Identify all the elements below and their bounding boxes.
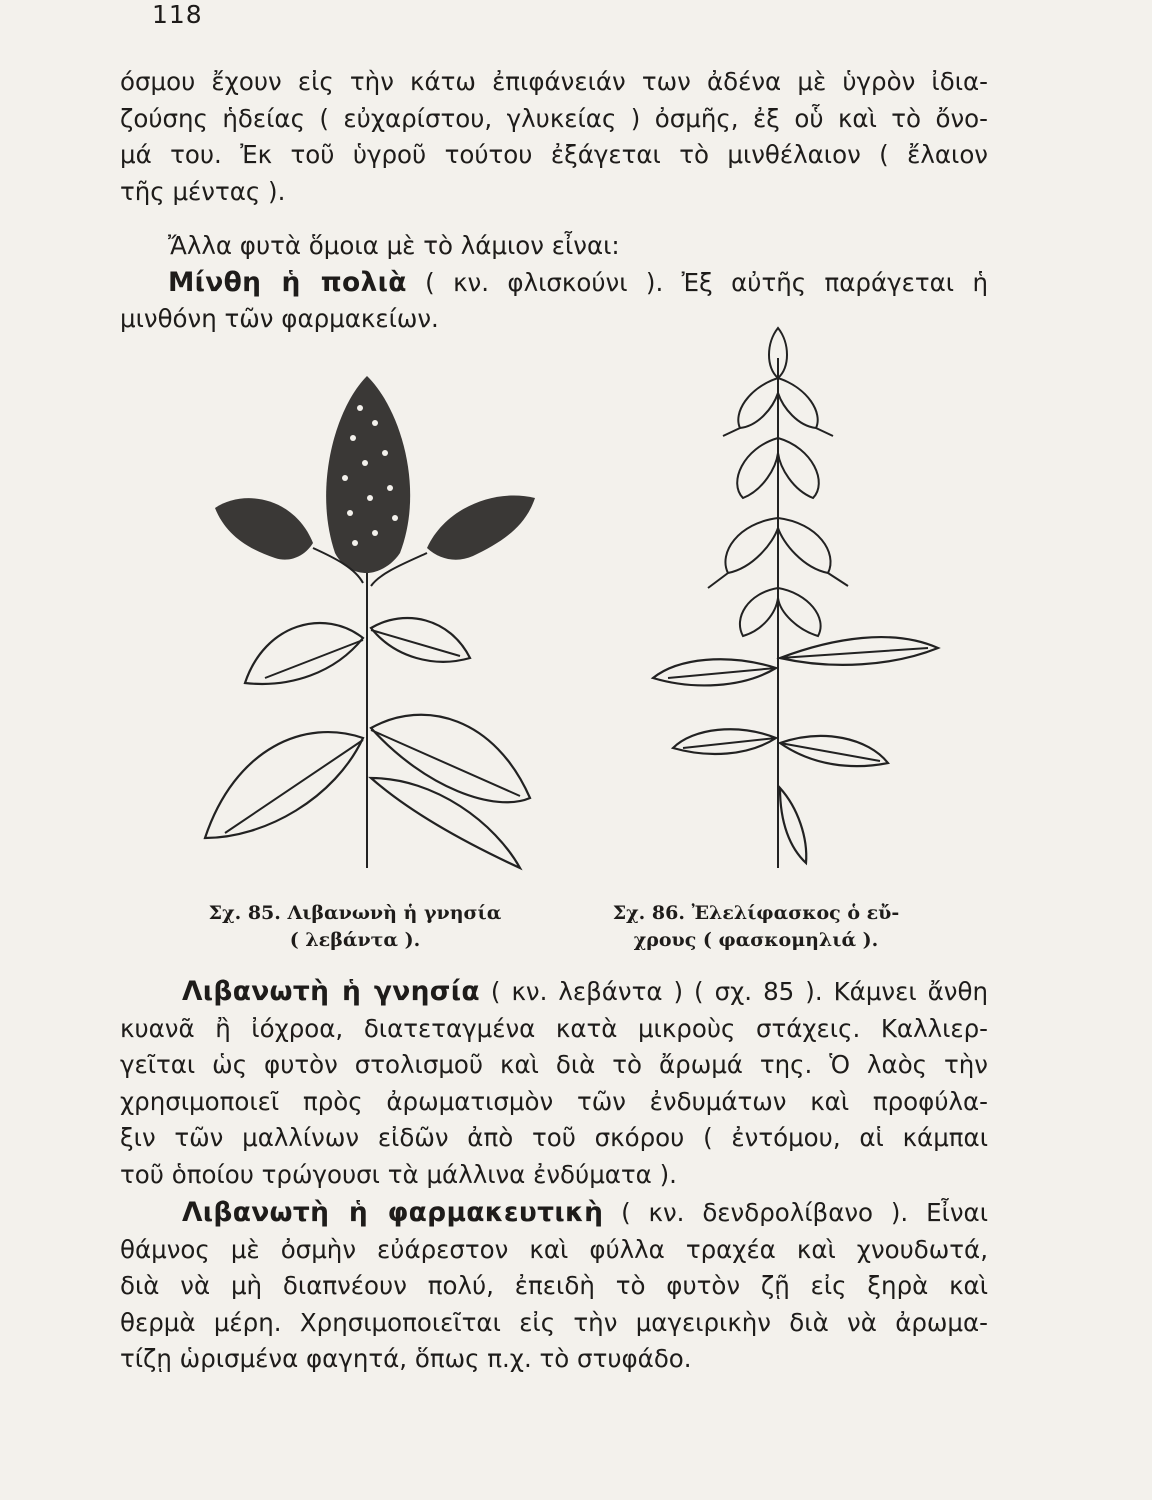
plant-term: Λιβανωτὴ ἡ φαρμακευτικὴ: [182, 1197, 604, 1228]
text-line: θερμὰ μέρη. Χρησιμοποιεῖται εἰς τὴν μαγειρικὴν διὰ νὰ ἀρωμα-: [120, 1307, 988, 1337]
caption-line: ( λεβάντα ).: [289, 929, 421, 951]
text-line: μινθόνη τῶν φαρμακείων.: [120, 304, 439, 333]
text-line: τοῦ ὁποίου τρώγουσι τὰ μάλλινα ἐνδύματα ).: [120, 1159, 677, 1189]
page-number: 118: [152, 0, 203, 29]
text-line: [120, 974, 988, 1011]
text-fragment: ( κν. φλισκούνι ). Ἐξ αὐτῆς παράγεται ἡ: [425, 267, 988, 297]
text-line: [120, 1195, 988, 1232]
text-line: κυανᾶ ἢ ἰόχροα, διατεταγμένα κατὰ μικροὺς στάχεις. Καλλιερ-: [120, 1013, 988, 1043]
text-line: τῆς μέντας ).: [120, 176, 286, 206]
plant-term: Μίνθη ἡ πολιὰ: [168, 266, 407, 298]
figure-85-caption: [205, 900, 505, 954]
text-line: γεῖται ὡς φυτὸν στολισμοῦ καὶ διὰ τὸ ἄρωμά της. Ὁ λαὸς τὴν: [120, 1050, 988, 1079]
caption-line: Σχ. 86. Ἐλελίφασκος ὁ εὔ-: [612, 902, 900, 924]
caption-line: Σχ. 85. Λιβανωνὴ ἡ γνησία: [208, 902, 502, 924]
text-line: χρησιμοποιεῖ πρὸς ἀρωματισμὸν τῶν ἐνδυμάτων καὶ προφύλα-: [120, 1086, 988, 1116]
lavender-paragraph: [120, 974, 988, 1193]
intro-paragraph: [120, 64, 988, 210]
caption-line: χρους ( φασκομηλιά ).: [633, 929, 879, 951]
text-line: [120, 265, 988, 302]
text-line: όσμου ἔχουν εἰς τὴν κάτω ἐπιφάνειάν των ἀδένα μὲ ὑγρὸν ἰδια-: [120, 67, 988, 96]
text-fragment: ( κν. λεβάντα ) ( σχ. 85 ). Κάμνει ἄνθη: [490, 977, 988, 1006]
text-line: μά του. Ἐκ τοῦ ὑγροῦ τούτου ἐξάγεται τὸ μινθέλαιον ( ἔλαιον: [120, 140, 988, 169]
rosemary-paragraph: [120, 1195, 988, 1378]
text-line: ξιν τῶν μαλλίνων εἰδῶν ἀπὸ τοῦ σκόρου ( ἐντόμου, αἱ κάμπαι: [120, 1123, 988, 1152]
text-line: θάμνος μὲ ὀσμὴν εὐάρεστον καὶ φύλλα τραχέα καὶ χνουδωτά,: [120, 1234, 988, 1264]
figure-86-caption: [606, 900, 906, 954]
sage-plant-illustration: [648, 318, 988, 878]
text-line: διὰ νὰ μὴ διαπνέουν πολύ, ἐπειδὴ τὸ φυτὸν ζῇ εἰς ξηρὰ καὶ: [120, 1271, 988, 1300]
plant-term: Λιβανωτὴ ἡ γνησία: [182, 976, 480, 1007]
text-line: τίζῃ ὡρισμένα φαγητά, ὅπως π.χ. τὸ στυφάδο.: [120, 1344, 692, 1373]
lavender-plant-illustration: [195, 368, 565, 878]
text-line: Ἄλλα φυτὰ ὅμοια μὲ τὸ λάμιον εἶναι:: [168, 231, 620, 260]
text-line: ζούσης ἡδείας ( εὐχαρίστου, γλυκείας ) ὀσμῆς, ἐξ οὗ καὶ τὸ ὄνο-: [120, 103, 988, 133]
text-fragment: ( κν. δενδρολίβανο ). Εἶναι: [621, 1198, 988, 1227]
